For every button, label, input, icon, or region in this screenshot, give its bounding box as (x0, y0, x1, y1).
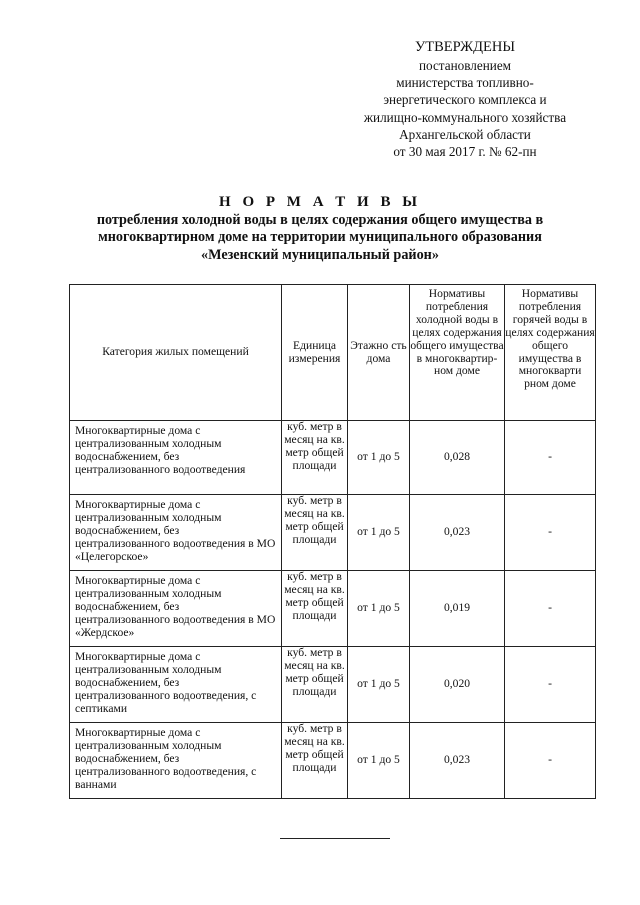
norms-table (69, 284, 596, 799)
table-row (70, 495, 596, 571)
approval-line: постановлением (418, 58, 512, 73)
cell-cold: 0,019 (410, 571, 505, 647)
approval-block (340, 38, 590, 160)
approval-line: министерства топливно- (396, 75, 534, 91)
header-cold-water: Нормативы потребления холодной воды в целях содержания общего имущества в многоквартир- ном доме (410, 285, 505, 421)
approval-line: жилищно-коммунального хозяйства (363, 109, 567, 125)
cell-unit: куб. метр в месяц на кв. метр общей площади (282, 571, 348, 647)
approval-heading: УТВЕРЖДЕНЫ (414, 39, 516, 55)
table-row (70, 723, 596, 799)
title-heading: Н О Р М А Т И В Ы (219, 194, 421, 210)
header-category: Категория жилых помещений (70, 285, 282, 421)
cell-hot: - (505, 647, 596, 723)
table-header-row (70, 285, 596, 421)
cell-hot: - (505, 421, 596, 495)
cell-floors: от 1 до 5 (348, 647, 410, 723)
cell-cold: 0,020 (410, 647, 505, 723)
cell-category: Многоквартирные дома с централизованным холодным водоснабжением, без централизованного водоотведения в МО «Целегорское» (70, 495, 282, 571)
table-row (70, 421, 596, 495)
table-row (70, 571, 596, 647)
cell-unit: куб. метр в месяц на кв. метр общей площади (282, 421, 348, 495)
header-hot-water: Нормативы потребления горячей воды в целях содержания общего имущества в многокварти рном доме (505, 285, 596, 421)
cell-cold: 0,028 (410, 421, 505, 495)
cell-hot: - (505, 723, 596, 799)
cell-unit: куб. метр в месяц на кв. метр общей площади (282, 647, 348, 723)
approval-date: от 30 мая 2017 г. № 62-пн (393, 144, 537, 160)
cell-cold: 0,023 (410, 495, 505, 571)
cell-floors: от 1 до 5 (348, 723, 410, 799)
approval-line: энергетического комплекса и (383, 92, 547, 108)
title-line: «Мезенский муниципальный район» (201, 246, 439, 263)
cell-floors: от 1 до 5 (348, 495, 410, 571)
cell-unit: куб. метр в месяц на кв. метр общей площади (282, 495, 348, 571)
table-row (70, 647, 596, 723)
cell-category: Многоквартирные дома с централизованным холодным водоснабжением, без централизованного водоотведения (70, 421, 282, 495)
header-floors: Этажно сть дома (348, 285, 410, 421)
approval-line: Архангельской области (399, 126, 531, 142)
cell-category: Многоквартирные дома с централизованным холодным водоснабжением, без централизованного водоотведения, с септиками (70, 647, 282, 723)
title-line: многоквартирном доме на территории муниципального образования (98, 229, 542, 245)
cell-category: Многоквартирные дома с централизованным холодным водоснабжением, без централизованного водоотведения в МО «Жердское» (70, 571, 282, 647)
header-unit: Единица измерения (282, 285, 348, 421)
cell-hot: - (505, 571, 596, 647)
document-title (60, 194, 580, 264)
title-line: потребления холодной воды в целях содержания общего имущества в (96, 211, 544, 228)
cell-hot: - (505, 495, 596, 571)
cell-category: Многоквартирные дома с централизованным холодным водоснабжением, без централизованного водоотведения, с ваннами (70, 723, 282, 799)
footer-divider (280, 838, 390, 839)
cell-floors: от 1 до 5 (348, 571, 410, 647)
cell-floors: от 1 до 5 (348, 421, 410, 495)
cell-cold: 0,023 (410, 723, 505, 799)
cell-unit: куб. метр в месяц на кв. метр общей площади (282, 723, 348, 799)
